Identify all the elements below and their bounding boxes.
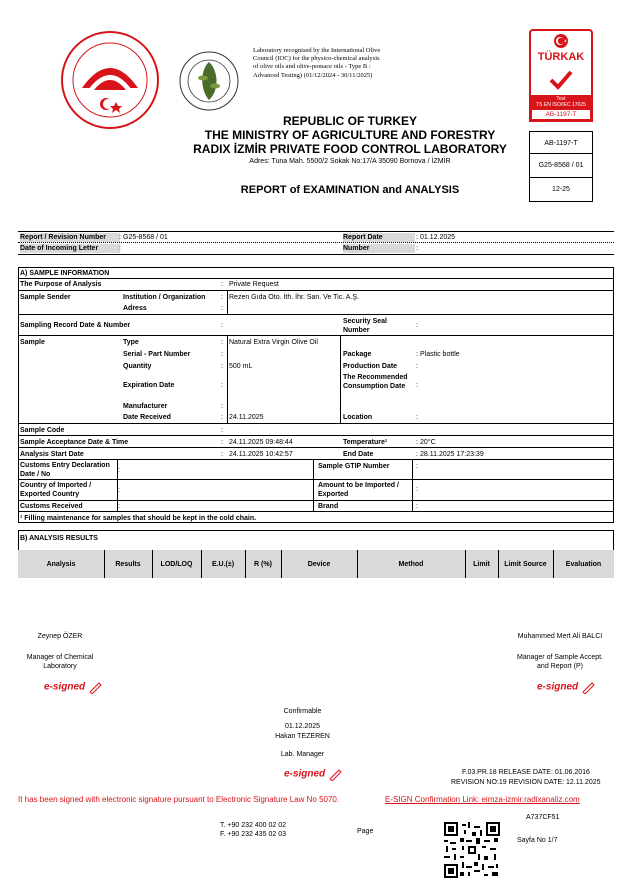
left-esigned-stamp: e-signed bbox=[44, 680, 102, 694]
sample-label: Sample bbox=[20, 339, 45, 346]
type-value: Natural Extra Virgin Olive Oil bbox=[229, 339, 318, 346]
start-date-label: Analysis Start Date bbox=[20, 451, 84, 458]
esign-law-notice: It has been signed with electronic signature pursuant to Electronic Signature Law No 5070. bbox=[18, 795, 340, 804]
left-signer-title: Manager of Chemical bbox=[26, 654, 94, 661]
col-r: R (%) bbox=[254, 561, 272, 568]
end-date-value: 28.11.2025 17:23:39 bbox=[420, 451, 484, 458]
title-laboratory: RADIX İZMİR PRIVATE FOOD CONTROL LABORATORY bbox=[193, 142, 507, 156]
serial-label: Serial - Part Number bbox=[123, 351, 191, 358]
number-label: Number bbox=[343, 244, 415, 253]
turkak-test: Test bbox=[556, 96, 566, 102]
purpose-label: The Purpose of Analysis bbox=[20, 281, 102, 288]
center-esigned-stamp: e-signed bbox=[284, 767, 342, 781]
security-seal-label: Security Seal Number bbox=[343, 318, 387, 334]
qr-code-icon bbox=[444, 822, 500, 878]
pen-icon bbox=[328, 767, 342, 781]
quantity-label: Quantity bbox=[123, 363, 152, 370]
title-republic: REPUBLIC OF TURKEY bbox=[282, 114, 417, 128]
accreditation-box: AB-1197-T bbox=[529, 131, 593, 154]
gtip-label: Sample GTIP Number bbox=[318, 463, 390, 470]
check-icon bbox=[548, 67, 574, 93]
adress-label: Adress bbox=[123, 305, 147, 312]
country-label: Country of Imported / Exported Country bbox=[20, 482, 92, 498]
form-release: F.03.PR.18 RELEASE DATE: 01.06.2016 bbox=[462, 769, 590, 776]
turkak-standard: TS EN ISO/IEC 17025 bbox=[536, 102, 586, 108]
laboratory-address: Adres: Tuna Mah. 5500/2 Sokak No:17/A 35090 Bornova / İZMİR bbox=[249, 158, 451, 165]
cold-chain-footnote: ¹ Filling maintenance for samples that should be kept in the cold chain. bbox=[20, 515, 257, 522]
acceptance-label: Sample Acceptance Date & Time bbox=[20, 439, 129, 446]
title-ministry: THE MINISTRY OF AGRICULTURE AND FORESTRY bbox=[204, 128, 496, 142]
report-number-label: Report / Revision Number bbox=[20, 233, 120, 242]
ioc-recognition-text: Laboratory recognised by the International Olive Council (IOC) for the physico-chemical analysis of olive oils and olive-pomace oils - Type B : Advanced Testing) (01/12/2024 - 30/11/2025) bbox=[253, 47, 381, 79]
institution-value: Rezen Gıda Oto. İth. İhr. San. Ve Tic. A.Ş. bbox=[229, 294, 359, 301]
pen-icon bbox=[581, 680, 595, 694]
brand-label: Brand bbox=[318, 503, 339, 510]
right-signer-title: Manager of Sample Accept. bbox=[517, 654, 603, 661]
col-limit-source: Limit Source bbox=[504, 561, 547, 568]
report-number-box: G25-8568 / 01 bbox=[529, 153, 593, 178]
turkak-logo bbox=[529, 29, 593, 122]
right-signature bbox=[500, 632, 620, 671]
purpose-value: Private Request bbox=[229, 281, 279, 288]
type-label: Type bbox=[123, 339, 139, 346]
right-esigned-stamp: e-signed bbox=[537, 680, 595, 694]
left-signer-name: Zeynep ÖZER bbox=[37, 633, 83, 640]
analysis-section-title: B) ANALYSIS RESULTS bbox=[20, 535, 98, 542]
recommended-label: The Recommended Consumption Date bbox=[343, 374, 408, 390]
received-label: Date Received bbox=[123, 414, 171, 421]
institution-label: Institution / Organization bbox=[123, 294, 206, 301]
report-title: REPORT of EXAMINATION and ANALYSIS bbox=[240, 184, 460, 196]
temperature-label: Temperature¹ bbox=[343, 439, 388, 446]
top-info: Report / Revision Number : G25-8568 / 01 Date of Incoming Letter : Report Date : 01.12.2025 Number : bbox=[18, 231, 614, 255]
sample-code-label: Sample Code bbox=[20, 427, 65, 434]
start-date-value: 24.11.2025 10:42:57 bbox=[229, 451, 293, 458]
page-label: Page bbox=[357, 828, 374, 835]
right-signer-title-line2: and Report (P) bbox=[537, 663, 583, 670]
form-revision: REVISION NO:19 REVISION DATE: 12.11.2025 bbox=[451, 779, 601, 786]
confirmable-label: Confirmable bbox=[283, 708, 322, 715]
report-number-value: G25-8568 / 01 bbox=[123, 234, 168, 241]
sample-section-title: A) SAMPLE INFORMATION bbox=[20, 270, 110, 277]
period-box: 12-25 bbox=[529, 177, 593, 202]
ioc-logo bbox=[178, 50, 240, 112]
quantity-value: 500 mL bbox=[229, 363, 253, 370]
left-signer-title-line2: Laboratory bbox=[43, 663, 77, 670]
confirm-signature bbox=[250, 707, 355, 760]
expiration-label: Expiration Date bbox=[123, 382, 175, 389]
received-value: 24.11.2025 bbox=[229, 414, 264, 421]
sender-label: Sample Sender bbox=[20, 294, 71, 301]
package-label: Package bbox=[343, 351, 372, 358]
production-label: Production Date bbox=[343, 363, 398, 370]
esign-confirmation-link[interactable]: E-SIGN Confirmation Link: eimza-izmir.radixanaliz.com bbox=[385, 795, 580, 804]
customs-entry-label: Customs Entry Declaration Date / No bbox=[20, 462, 110, 478]
right-signer-name: Muhammed Mert Ali BALCI bbox=[517, 633, 603, 640]
incoming-letter-label: Date of Incoming Letter bbox=[20, 244, 120, 253]
customs-received-label: Customs Received bbox=[20, 503, 83, 510]
col-device: Device bbox=[307, 561, 331, 568]
col-analysis: Analysis bbox=[46, 561, 76, 568]
footer-phone: T. +90 232 400 02 02 bbox=[220, 822, 286, 829]
page-number: Sayfa No 1/7 bbox=[517, 837, 558, 844]
sampling-label: Sampling Record Date & Number bbox=[20, 322, 131, 329]
left-signature bbox=[10, 632, 110, 671]
turkak-name: TÜRKAK bbox=[537, 51, 585, 63]
acceptance-value: 24.11.2025 09:48:44 bbox=[229, 439, 293, 446]
col-limit: Limit bbox=[473, 561, 490, 568]
sample-information-section: A) SAMPLE INFORMATION The Purpose of Analysis : Private Request Sample Sender Institution / Organization : Rezen Gıda Oto. İth. İhr. San. Ve Tic. A.Ş. Adress : Sampling Record Date & Number : Security Seal Number : Sample Type : Natural Extra Virgin Olive Oil Serial - Part Number : Package : Plastic bottle Quantity : 500 mL Production Date : Expiration Date : The Recommended Consumption Date : Manufacturer : Date Received : 24.11.2025 Location : Sample Code : Sample Acceptance Date & Time : 24.11.2025 09:48:44 Temperature¹ : 20°C Analysis Start Date : 24.11.2025 10:42:57 End Date : 28.11.2025 17:23:39 Customs Entry Declaration Date / No : Sample GTIP Number : Country of Imported / Exported Country : Amount to be Imported / Exported : Customs Received : Brand : ¹ Filling maintenance for samples that should be kept in the cold chain. bbox=[18, 267, 614, 524]
col-results: Results bbox=[115, 561, 141, 568]
document-code: A737CF51 bbox=[526, 814, 560, 821]
footer-fax: F. +90 232 435 02 03 bbox=[220, 831, 286, 838]
temperature-value: 20°C bbox=[420, 439, 436, 446]
location-label: Location bbox=[343, 414, 373, 421]
package-value: Plastic bottle bbox=[420, 351, 460, 358]
col-evaluation: Evaluation bbox=[565, 561, 602, 568]
col-eu: E.U.(±) bbox=[211, 561, 235, 568]
turkak-code: AB-1197-T bbox=[531, 109, 591, 120]
end-date-label: End Date bbox=[343, 451, 374, 458]
report-date-value: 01.12.2025 bbox=[420, 234, 456, 241]
confirm-date: 01.12.2025 bbox=[284, 722, 321, 730]
amount-label: Amount to be Imported / Exported bbox=[318, 482, 399, 498]
pen-icon bbox=[88, 680, 102, 694]
confirm-title: Lab. Manager bbox=[280, 750, 325, 758]
col-lod-loq: LOD/LOQ bbox=[160, 561, 193, 568]
confirm-name: Hakan TEZEREN bbox=[275, 733, 330, 740]
report-date-label: Report Date bbox=[343, 233, 415, 242]
manufacturer-label: Manufacturer bbox=[123, 403, 168, 410]
analysis-results-section bbox=[18, 530, 614, 578]
col-method: Method bbox=[398, 561, 424, 568]
